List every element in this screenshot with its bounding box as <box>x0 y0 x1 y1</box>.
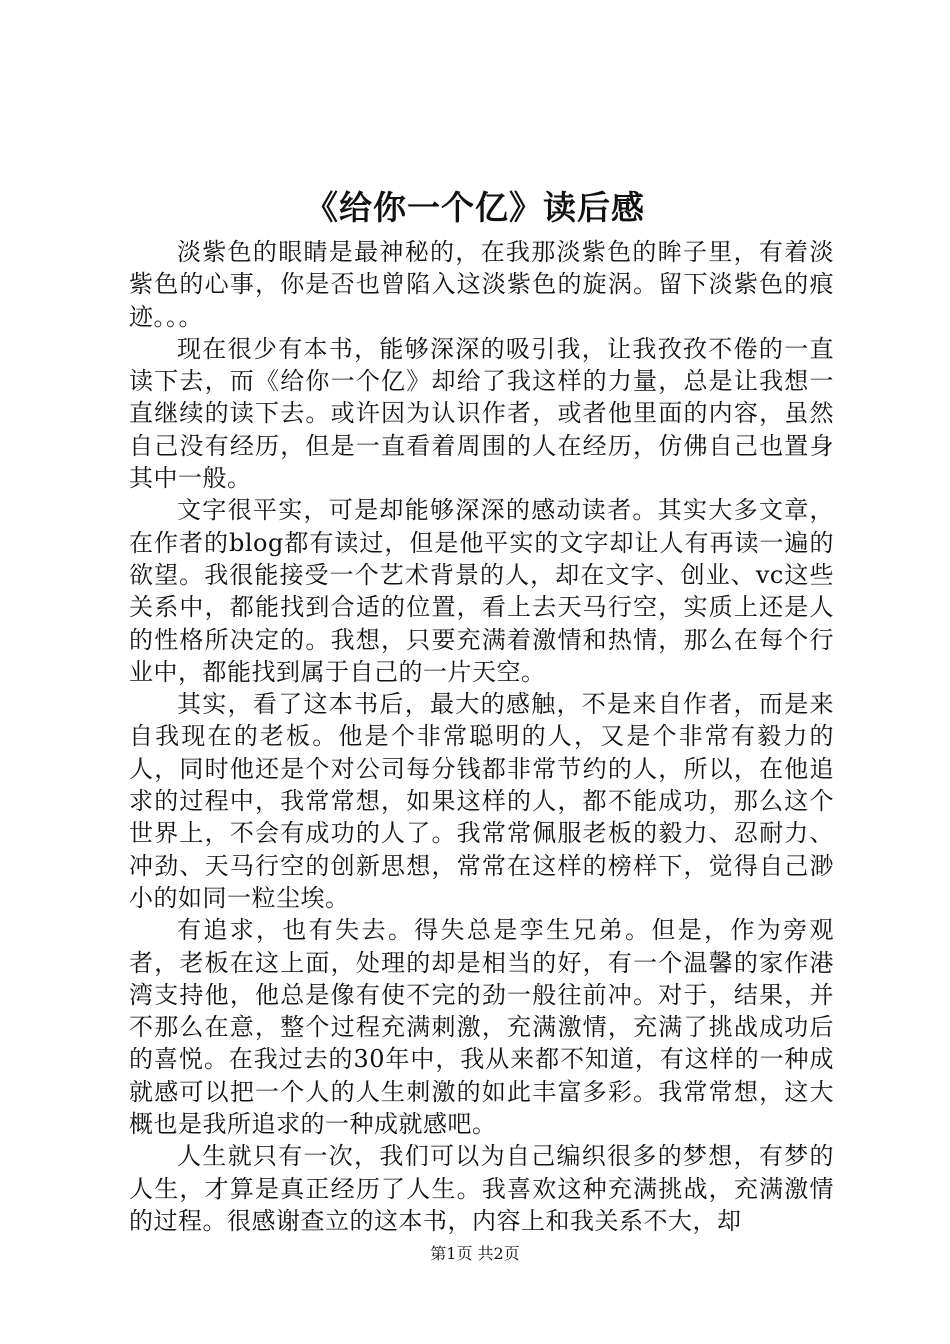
paragraph: 其实，看了这本书后，最大的感触，不是来自作者，而是来自我现在的老板。他是个非常聪明的人，又是个非常有毅力的人，同时他还是个对公司每分钱都非常节约的人，所以，在他追求的过程中，我常常想，如果这样的人，都不能成功，那么这个世界上，不会有成功的人了。我常常佩服老板的毅力、忍耐力、冲劲、天马行空的创新思想，常常在这样的榜样下，觉得自己渺小的如同一粒尘埃。 <box>129 690 834 912</box>
document-title: 《给你一个亿》读后感 <box>305 188 645 227</box>
document-body <box>129 236 834 1237</box>
paragraph: 人生就只有一次，我们可以为自己编织很多的梦想，有梦的人生，才算是真正经历了人生。我喜欢这种充满挑战，充满激情的过程。很感谢查立的这本书，内容上和我关系不大，却 <box>129 1142 834 1235</box>
paragraph: 文字很平实，可是却能够深深的感动读者。其实大多文章，在作者的blog都有读过，但是他平实的文字却让人有再读一遍的欲望。我很能接受一个艺术背景的人，却在文字、创业、vc这些关系中，都能找到合适的位置，看上去天马行空，实质上还是人的性格所决定的。我想，只要充满着激情和热情，那么在每个行业中，都能找到属于自己的一片天空。 <box>129 496 834 686</box>
paragraph: 有追求，也有失去。得失总是孪生兄弟。但是，作为旁观者，老板在这上面，处理的却是相当的好，有一个温馨的家作港湾支持他，他总是像有使不完的劲一般往前冲。对于，结果，并不那么在意，整个过程充满刺激，充满激情，充满了挑战成功后的喜悦。在我过去的30年中，我从来都不知道，有这样的一种成就感可以把一个人的人生刺激的如此丰富多彩。我常常想，这大概也是我所追求的一种成就感吧。 <box>129 916 834 1139</box>
paragraph: 淡紫色的眼睛是最神秘的，在我那淡紫色的眸子里，有着淡紫色的心事，你是否也曾陷入这淡紫色的旋涡。留下淡紫色的痕迹。。。 <box>129 238 834 331</box>
paragraph: 现在很少有本书，能够深深的吸引我，让我孜孜不倦的一直读下去，而《给你一个亿》却给了我这样的力量，总是让我想一直继续的读下去。或许因为认识作者，或者他里面的内容，虽然自己没有经历，但是一直看着周围的人在经历，仿佛自己也置身其中一般。 <box>129 334 834 493</box>
page-footer: 第1页 共2页 <box>430 1244 520 1263</box>
